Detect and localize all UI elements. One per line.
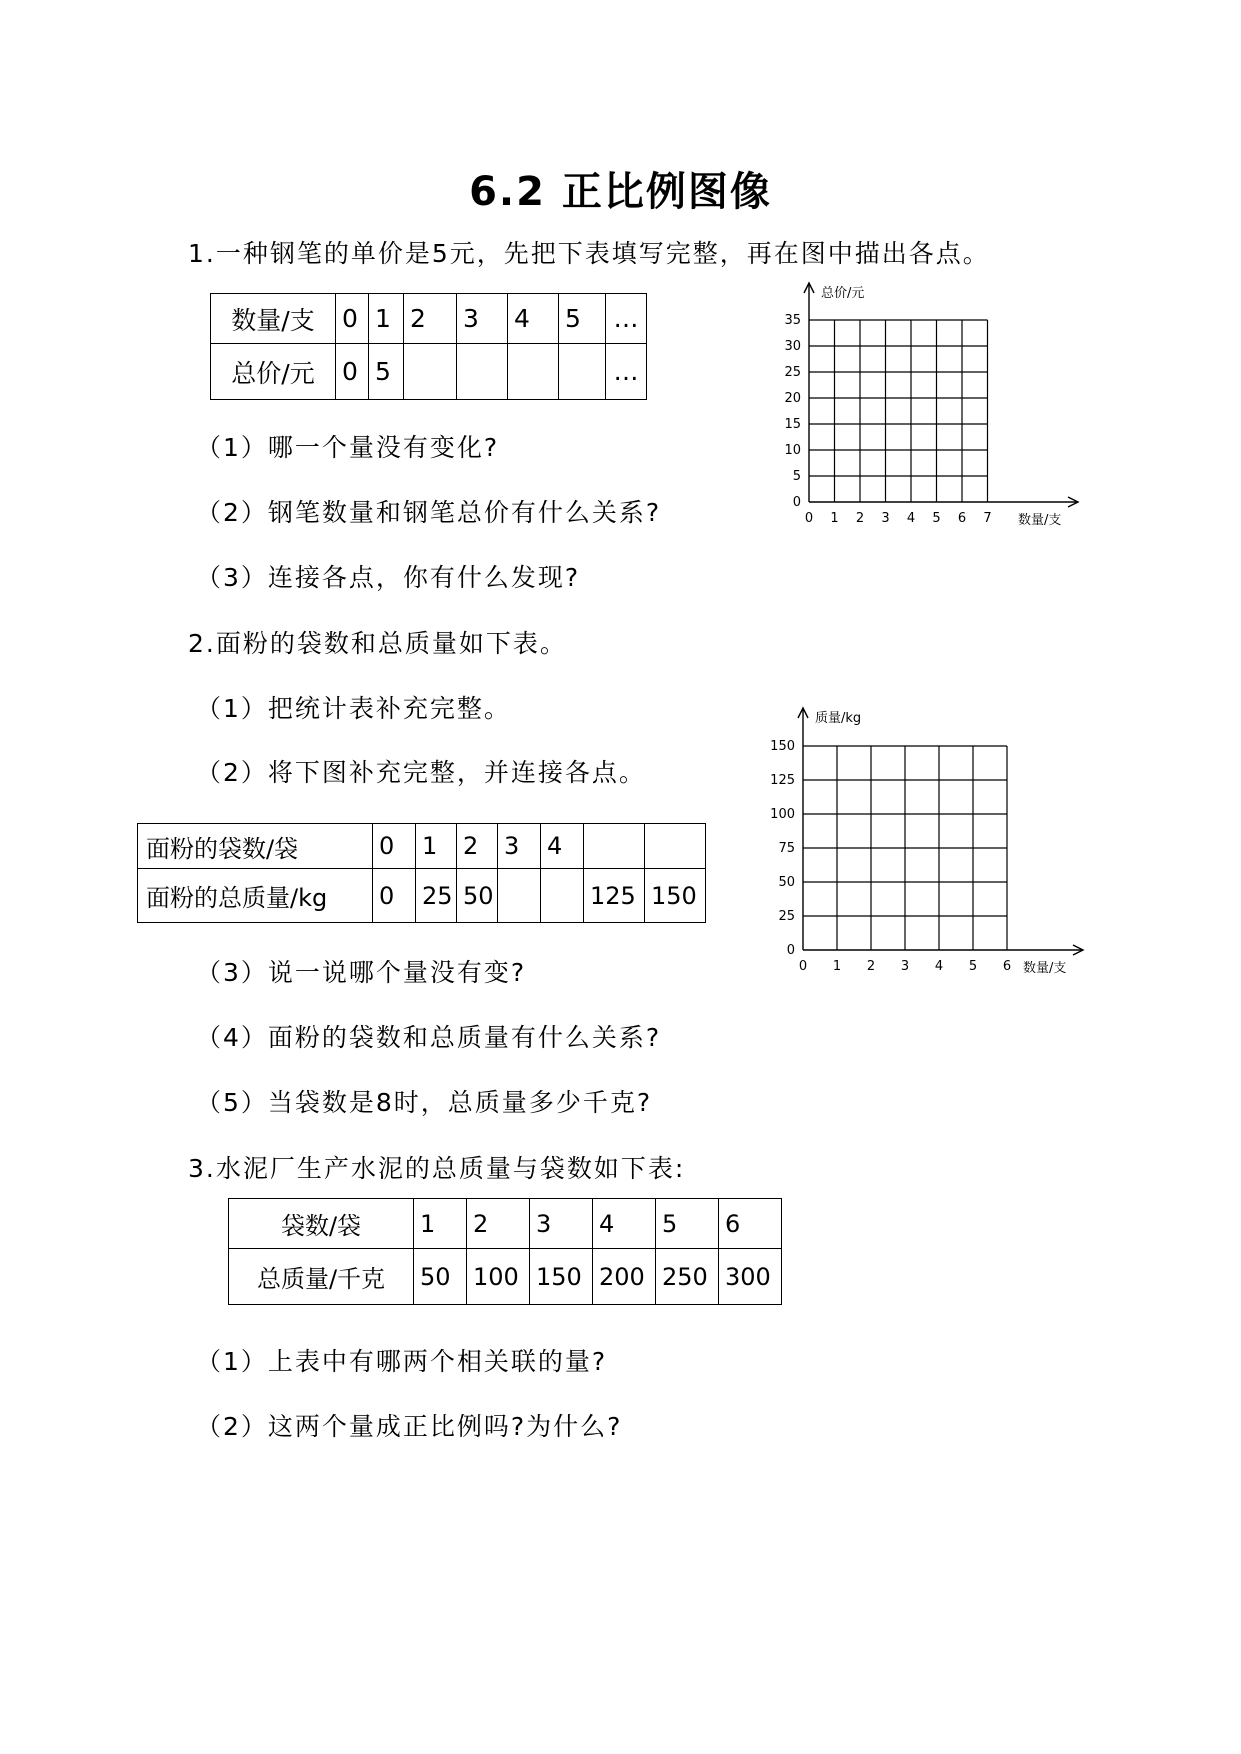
question-3-text: 3.水泥厂生产水泥的总质量与袋数如下表: (188, 1154, 686, 1183)
x-tick-label: 1 (832, 959, 842, 974)
q1-sub-1: （1）哪一个量没有变化? (196, 433, 500, 462)
table-cell: 0 (373, 824, 416, 869)
q3-table (228, 1198, 782, 1305)
y-tick-label: 125 (770, 773, 795, 788)
q2-sub-5: （5）当袋数是8时，总质量多少千克? (196, 1088, 653, 1117)
table-cell: … (606, 344, 647, 400)
q2-sub-4: （4）面粉的袋数和总质量有什么关系? (196, 1023, 662, 1052)
q3-sub-2: （2）这两个量成正比例吗?为什么? (196, 1412, 623, 1441)
table-cell: 袋数/袋 (229, 1199, 414, 1249)
x-tick-label: 3 (900, 959, 910, 974)
table-cell: 0 (373, 869, 416, 923)
x-tick-label: 5 (968, 959, 978, 974)
y-tick-label: 25 (784, 365, 801, 380)
table-cell: 数量/支 (211, 294, 336, 344)
table-cell[interactable] (498, 869, 541, 923)
table-cell: 2 (404, 294, 457, 344)
table-cell[interactable] (541, 869, 584, 923)
table-cell: 1 (414, 1199, 467, 1249)
table-cell[interactable] (584, 824, 645, 869)
q2-table (137, 823, 706, 923)
q2-sub-3: （3）说一说哪个量没有变? (196, 958, 527, 987)
q2-sub-2: （2）将下图补充完整，并连接各点。 (196, 758, 646, 787)
x-tick-label: 5 (932, 511, 941, 526)
table-cell: 150 (645, 869, 706, 923)
x-axis-title: 数量/支 (1018, 513, 1062, 528)
x-tick-label: 6 (957, 511, 967, 526)
y-axis-title: 总价/元 (821, 286, 865, 301)
table-cell: 4 (593, 1199, 656, 1249)
table-cell: 50 (414, 1249, 467, 1305)
table-cell: 面粉的袋数/袋 (138, 824, 373, 869)
y-tick-label: 5 (792, 469, 801, 484)
x-tick-label: 1 (830, 511, 839, 526)
table-cell: 3 (457, 294, 508, 344)
table-cell: 150 (530, 1249, 593, 1305)
table-cell: 0 (336, 344, 369, 400)
table-cell: 总价/元 (211, 344, 336, 400)
table-cell: 1 (369, 294, 404, 344)
y-tick-label: 30 (784, 339, 801, 354)
question-2-text: 2.面粉的袋数和总质量如下表。 (188, 629, 567, 658)
table-cell[interactable] (645, 824, 706, 869)
table-cell: 面粉的总质量/kg (138, 869, 373, 923)
x-tick-label: 0 (804, 511, 814, 526)
y-tick-label: 15 (784, 417, 801, 432)
q1-sub-2: （2）钢笔数量和钢笔总价有什么关系? (196, 498, 662, 527)
table-cell: 6 (719, 1199, 782, 1249)
x-tick-label: 2 (855, 511, 865, 526)
table-cell: 100 (467, 1249, 530, 1305)
table-cell: 25 (416, 869, 457, 923)
table-cell: 250 (656, 1249, 719, 1305)
x-tick-label: 6 (1002, 959, 1012, 974)
y-tick-label: 10 (784, 443, 801, 458)
table-cell: 2 (467, 1199, 530, 1249)
x-tick-label: 4 (934, 959, 944, 974)
y-tick-label: 0 (792, 495, 801, 510)
table-cell: 5 (559, 294, 606, 344)
table-cell: 1 (416, 824, 457, 869)
x-tick-label: 7 (983, 511, 992, 526)
table-cell: 4 (541, 824, 584, 869)
table-cell: 50 (457, 869, 498, 923)
table-cell: 3 (498, 824, 541, 869)
table-cell: 125 (584, 869, 645, 923)
table-cell: 300 (719, 1249, 782, 1305)
y-tick-label: 100 (770, 807, 795, 822)
q2-sub-1: （1）把统计表补充完整。 (196, 694, 511, 723)
q1-sub-3: （3）连接各点，你有什么发现? (196, 563, 581, 592)
table-cell: 0 (336, 294, 369, 344)
table-cell: 5 (369, 344, 404, 400)
table-cell: 4 (508, 294, 559, 344)
x-tick-label: 0 (798, 959, 808, 974)
table-cell: … (606, 294, 647, 344)
y-tick-label: 150 (770, 739, 795, 754)
x-axis-title: 数量/支 (1023, 961, 1067, 976)
page-title: 6.2 正比例图像 (469, 169, 772, 215)
q3-sub-1: （1）上表中有哪两个相关联的量? (196, 1347, 608, 1376)
y-tick-label: 0 (786, 943, 795, 958)
question-1-text: 1.一种钢笔的单价是5元，先把下表填写完整，再在图中描出各点。 (188, 239, 990, 268)
table-cell: 3 (530, 1199, 593, 1249)
y-tick-label: 20 (784, 391, 801, 406)
y-tick-label: 25 (778, 909, 795, 924)
x-tick-label: 2 (866, 959, 876, 974)
y-tick-label: 35 (784, 313, 801, 328)
table-cell: 2 (457, 824, 498, 869)
x-tick-label: 4 (906, 511, 916, 526)
y-tick-label: 75 (778, 841, 795, 856)
table-cell: 200 (593, 1249, 656, 1305)
y-axis-title: 质量/kg (815, 711, 862, 726)
table-cell: 总质量/千克 (229, 1249, 414, 1305)
x-tick-label: 3 (881, 511, 890, 526)
table-cell: 5 (656, 1199, 719, 1249)
y-tick-label: 50 (778, 875, 795, 890)
